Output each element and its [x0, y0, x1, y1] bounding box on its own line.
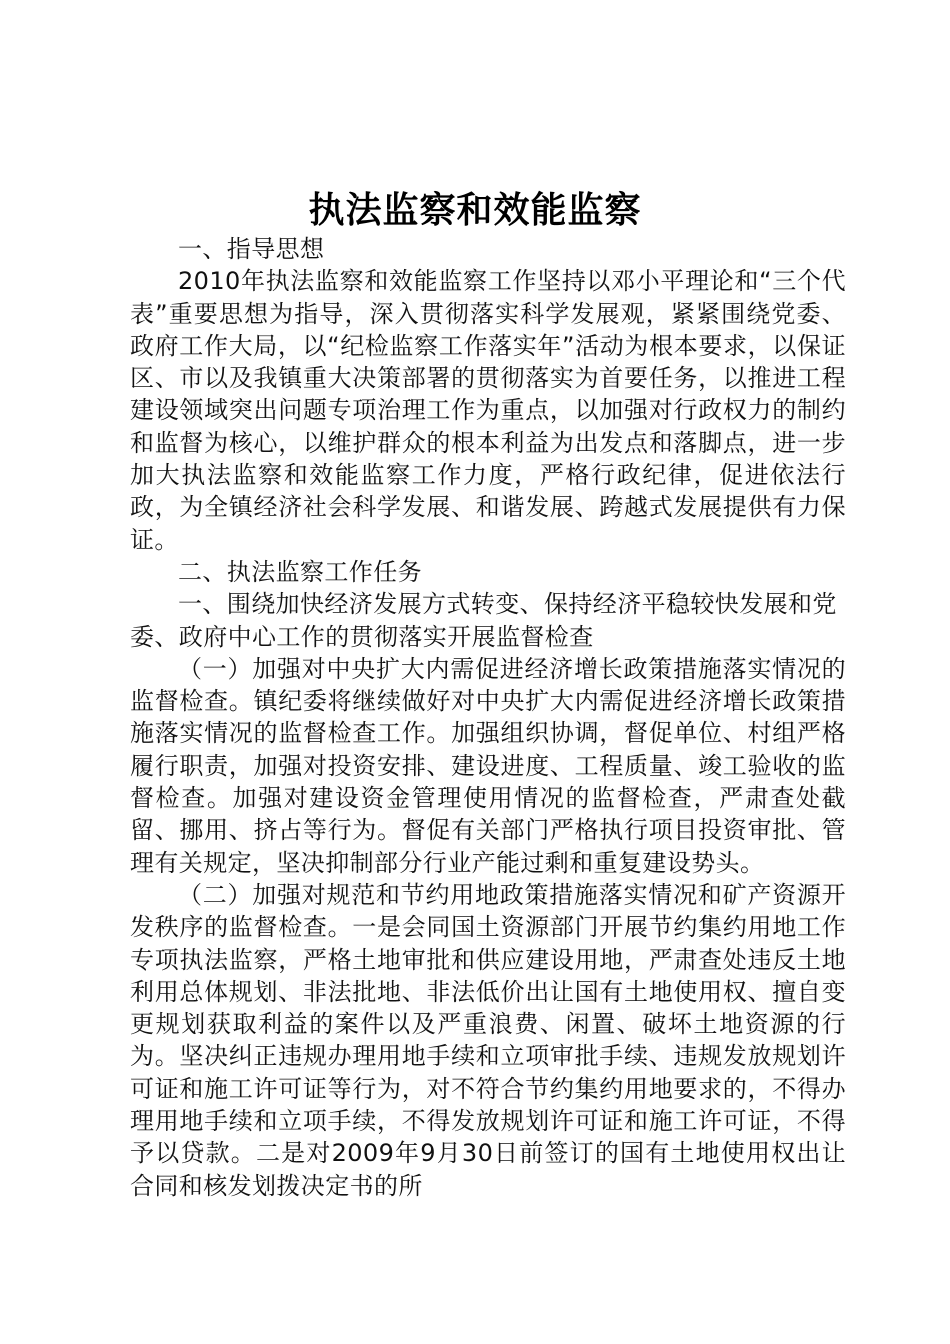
paragraph-land-use: （二）加强对规范和节约用地政策措施落实情况和矿产资源开发秩序的监督检查。一是会同国土资源部门开展节约集约用地工作专项执法监察，严格土地审批和供应建设用地，严肃查处违反土地利用总体规划、非法批地、非法低价出让国有土地使用权、擅自变更规划获取利益的案件以及严重浪费、闲置、破坏土地资源的行为。坚决纠正违规办理用地手续和立项审批手续、违规发放规划许可证和施工许可证等行为，对不符合节约集约用地要求的，不得办理用地手续和立项手续，不得发放规划许可证和施工许可证，不得予以贷款。二是对2009年9月30日前签订的国有土地使用权出让合同和核发划拨决定书的所 — [130, 880, 846, 1200]
section-heading-tasks: 二、执法监察工作任务 — [178, 557, 422, 586]
subsection-heading-economic-development: 一、围绕加快经济发展方式转变、保持经济平稳较快发展和党委、政府中心工作的贯彻落实开展监督检查 — [130, 590, 837, 651]
document-body — [130, 233, 846, 1202]
section-heading-guiding-thought: 一、指导思想 — [178, 235, 325, 263]
paragraph-domestic-demand: （一）加强对中央扩大内需促进经济增长政策措施落实情况的监督检查。镇纪委将继续做好对中央扩大内需促进经济增长政策措施落实情况的监督检查工作。加强组织协调，督促单位、村组严格履行职责，加强对投资安排、建设进度、工程质量、竣工验收的监督检查。加强对建设资金管理使用情况的监督检查，严肃查处截留、挪用、挤占等行为。督促有关部门严格执行项目投资审批、管理有关规定，坚决抑制部分行业产能过剩和重复建设势头。 — [130, 654, 846, 877]
document-title: 执法监察和效能监察 — [308, 189, 642, 231]
paragraph-guiding-thought: 2010年执法监察和效能监察工作坚持以邓小平理论和“三个代表”重要思想为指导，深入贯彻落实科学发展观，紧紧围绕党委、政府工作大局，以“纪检监察工作落实年”活动为根本要求，以保证区、市以及我镇重大决策部署的贯彻落实为首要任务，以推进工程建设领域突出问题专项治理工作为重点，以加强对行政权力的制约和监督为核心，以维护群众的根本利益为出发点和落脚点，进一步加大执法监察和效能监察工作力度，严格行政纪律，促进依法行政，为全镇经济社会科学发展、和谐发展、跨越式发展提供有力保证。 — [130, 267, 846, 554]
